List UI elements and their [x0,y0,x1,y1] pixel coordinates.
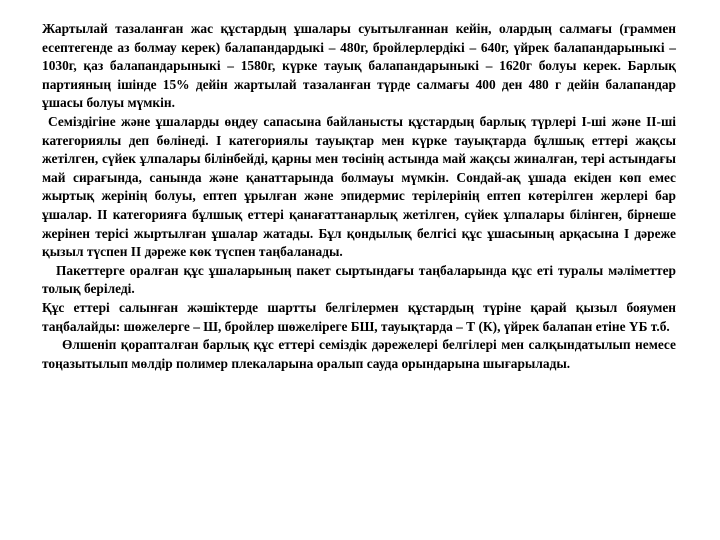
document-body [42,20,676,373]
paragraph-packaging: Пакеттерге оралған құс ұшаларының пакет сыртындағы таңбаларында құс еті туралы мәліметтер толық беріледі. [42,262,676,297]
paragraph-distribution: Өлшеніп қорапталған барлық құс еттері семіздік дәрежелері белгілері мен салқындатылып немесе тоңазытылып мөлдір полимер плекаларына оралып сауда орындарына шығарылады. [42,337,676,371]
paragraph-categories: Семіздігіне және ұшаларды өңдеу сапасына байланысты құстардың барлық түрлері І-ші және ІІ-ші категориялы деп бөлінеді. І категориялы тауықтар мен күрке тауықтарда бұлшық еттері жақсы жетілген, сүйек ұлпалары білінбейді, қарны мен төсінің астында май жақсы жиналған, тері астындағы май сирағында, санында және қанаттарында болмауы мүмкін. Сондай-ақ ұшада екіден көп емес жыртық жерінің болуы, ептеп ұрылған және эпидермис терілерінің ептеп көтерілген жерлері бар ұшалар. ІІ категорияға бұлшық еттері қанағаттанарлық жетілген, сүйек ұлпалары білінген, бірнеше жерінен терісі жыртылған ұшалар жатады. Бұл қондылық белгісі құс ұшасының арқасына І дәреже қызыл түспен ІІ дәреже көк түспен таңбаланады. [42,113,676,260]
paragraph-weights: Жартылай тазаланған жас құстардың ұшалары суытылғаннан кейін, олардың салмағы (граммен есептегенде аз болмау керек) балапандардыкі – 480г, бройлерлердікі – 640г, үйрек балапандарыныкі – 1030г, қаз балапандарыныкі – 1580г, күрке тауық балапандарыныкі – 1620г болуы керек. Барлық партияның ішінде 15% дейін жартылай тазаланған түрде салмағы 400 ден 480 г дейін балапандар ұшасы болуы мүмкін. [42,21,676,111]
paragraph-labeling: Құс еттері салынған жәшіктерде шартты белгілермен құстардың түріне қарай қызыл бояумен таңбалайды: шөжелерге – Ш, бройлер шөжеліреге БШ, тауықтарда – Т (К), үйрек балапан етіне ҮБ т.б. [42,299,676,334]
